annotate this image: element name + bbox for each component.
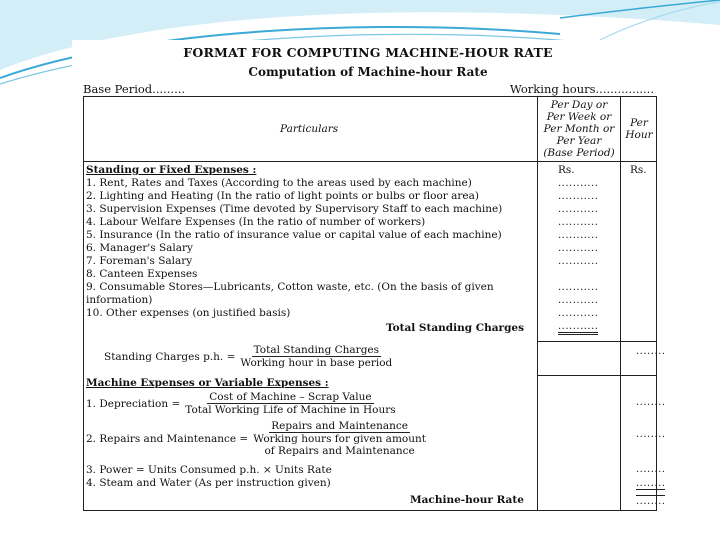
row-divider (537, 341, 656, 342)
header-period-column: Per Day or Per Week or Per Month or Per Year (Base Period) (543, 99, 615, 159)
hour-placeholder: ........ (636, 429, 666, 440)
header-hour-column: Per Hour (625, 117, 653, 141)
currency-hour: Rs. (630, 164, 647, 176)
base-period: Base Period......... (83, 82, 186, 96)
repairs-formula: 2. Repairs and Maintenance = Repairs and Maintenance Working hours for given amount of Repairs and Maintenance (86, 420, 426, 457)
standing-item: 5. Insurance (In the ratio of insurance value or capital value of each machine) (86, 229, 502, 241)
row-divider (537, 375, 656, 376)
standing-item: 8. Canteen Expenses (86, 268, 198, 280)
amount-placeholder: ........... (558, 217, 599, 228)
standing-heading: Standing or Fixed Expenses : (86, 164, 257, 176)
header-particulars: Particulars (280, 123, 339, 135)
rate-table (83, 96, 666, 511)
hour-placeholder: ........ (636, 397, 666, 408)
amount-placeholder: ........... (558, 191, 599, 202)
standing-item: 3. Supervision Expenses (Time devoted by Supervisory Staff to each machine) (86, 203, 503, 215)
document-page (72, 40, 664, 518)
column-divider (537, 97, 538, 510)
amount-placeholder: ........... (558, 230, 599, 241)
machine-hour-rate-label: Machine-hour Rate (410, 494, 524, 506)
amount-placeholder: ........... (558, 178, 599, 189)
standing-per-hour-formula: Standing Charges p.h. = $\frac{\text{Total Standing Charges}}{\text{Working hour in base period}}$ (104, 344, 393, 369)
column-divider (620, 97, 621, 510)
document-title: FORMAT FOR COMPUTING MACHINE-HOUR RATE (183, 45, 553, 60)
amount-placeholder: ........... (558, 256, 599, 267)
currency-period: Rs. (558, 164, 575, 176)
standing-item: 6. Manager's Salary (86, 242, 193, 254)
hour-placeholder: ........ (636, 478, 666, 489)
standing-item: 7. Foreman's Salary (86, 255, 193, 267)
depreciation-formula: 1. Depreciation = $\frac{\text{Cost of Machine – Scrap Value}}{\text{Total Working Life of Machine in Hours}}$ (86, 391, 396, 416)
amount-placeholder: ........... (558, 282, 599, 293)
document-subtitle: Computation of Machine-hour Rate (248, 65, 488, 79)
power-item: 3. Power = Units Consumed p.h. × Units Rate (86, 464, 332, 476)
total-standing-label: Total Standing Charges (386, 322, 525, 334)
standing-item: 10. Other expenses (on justified basis) (86, 307, 291, 319)
amount-placeholder: ........... (558, 243, 599, 254)
hour-placeholder: ........ (636, 464, 666, 475)
steam-item: 4. Steam and Water (As per instruction given) (86, 477, 331, 489)
machine-heading: Machine Expenses or Variable Expenses : (86, 377, 329, 389)
standing-item: 9. Consumable Stores—Lubricants, Cotton waste, etc. (On the basis of given (86, 281, 494, 293)
total-standing-placeholder: ........... (558, 321, 598, 335)
amount-placeholder: ........... (558, 204, 599, 215)
header-divider (84, 161, 656, 162)
machine-hour-rate-placeholder: ........ (636, 496, 666, 507)
standing-item: 4. Labour Welfare Expenses (In the ratio of number of workers) (86, 216, 426, 228)
hour-placeholder: ........ (636, 346, 666, 357)
amount-placeholder: ........... (558, 308, 599, 319)
standing-item: 1. Rent, Rates and Taxes (According to the areas used by each machine) (86, 177, 472, 189)
standing-item: 2. Lighting and Heating (In the ratio of light points or bulbs or floor area) (86, 190, 479, 202)
standing-item: information) (86, 294, 153, 306)
amount-placeholder: ........... (558, 295, 599, 306)
working-hours: Working hours................ (509, 82, 654, 96)
